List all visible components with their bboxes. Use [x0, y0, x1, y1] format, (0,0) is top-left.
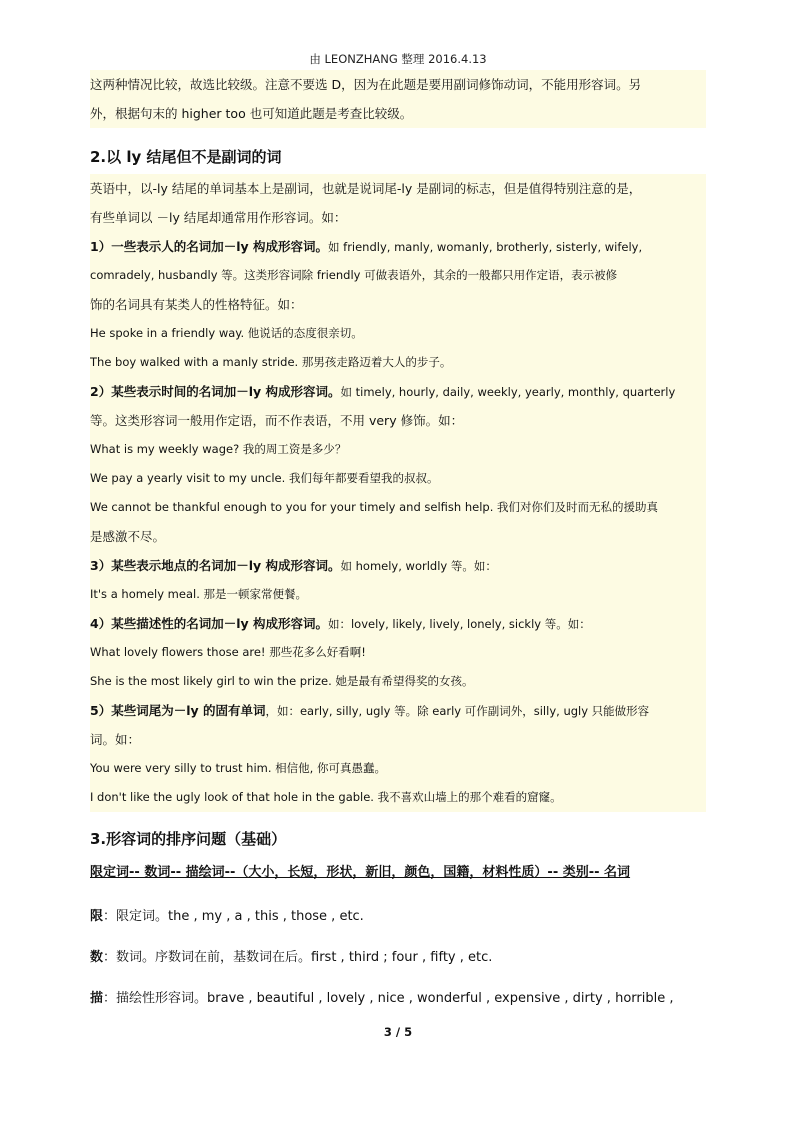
intro-line: 外，根据句末的 higher too 也可知道此题是考查比较级。 [90, 99, 706, 128]
section-3-title: 3.形容词的排序问题（基础） [90, 830, 287, 848]
item-text: 如：lovely, likely, lively, lonely, sickly 等。如： [327, 617, 591, 631]
example-sentence: We cannot be thankful enough to you for your timely and selfish help. 我们对你们及时而无私的援助真 [90, 493, 706, 522]
paragraph-line: 英语中，以-ly 结尾的单词基本上是副词，也就是说词尾-ly 是副词的标志，但是值得特别注意的是， [90, 174, 706, 203]
paragraph-line: 有些单词以 －ly 结尾却通常用作形容词。如： [90, 203, 706, 232]
item-label: 5）某些词尾为－ly 的固有单词 [90, 703, 266, 718]
order-label: 限 [90, 909, 104, 924]
order-item-limit [90, 896, 706, 937]
section-2-title: 2.以 ly 结尾但不是副词的词 [90, 148, 282, 166]
item-label: 3）某些表示地点的名词加－ly 构成形容词。 [90, 558, 341, 573]
example-sentence: 是感激不尽。 [90, 522, 706, 551]
order-label: 描 [90, 991, 104, 1006]
list-item-2 [90, 377, 706, 406]
item-label: 2）某些表示时间的名词加－ly 构成形容词。 [90, 384, 341, 399]
example-sentence: You were very silly to trust him. 相信他, 你可真愚蠢。 [90, 754, 706, 783]
item-text: ，如：early, silly, ugly 等。除 early 可作副词外，silly, ugly 只能做形容 [265, 704, 650, 718]
intro-line: 这两种情况比较，故选比较级。注意不要选 D，因为在此题是要用副词修饰动词，不能用形容词。另 [90, 70, 706, 99]
item-text: 如 timely, hourly, daily, weekly, yearly, monthly, quarterly [340, 385, 676, 399]
example-sentence: She is the most likely girl to win the prize. 她是最有希望得奖的女孩。 [90, 667, 706, 696]
item-label: 1）一些表示人的名词加－ly 构成形容词。 [90, 239, 328, 254]
paragraph-line: 词。如： [90, 725, 706, 754]
page-content [90, 70, 706, 1019]
list-item-1 [90, 232, 706, 261]
order-label: 数 [90, 950, 104, 965]
order-text: ：数词。序数词在前，基数词在后。first , third ; four , fifty , etc. [103, 950, 493, 965]
example-sentence: I don't like the ugly look of that hole in the gable. 我不喜欢山墙上的那个难看的窟窿。 [90, 783, 706, 812]
order-text: ：限定词。the , my , a , this , those , etc. [103, 909, 364, 924]
example-sentence: The boy walked with a manly stride. 那男孩走路迈着大人的步子。 [90, 348, 706, 377]
example-sentence: It's a homely meal. 那是一顿家常便餐。 [90, 580, 706, 609]
paragraph-line: 等。这类形容词一般用作定语，而不作表语，不用 very 修饰。如： [90, 406, 706, 435]
order-text: ：描绘性形容词。brave , beautiful , lovely , nice , wonderful , expensive , dirty , horrible , [103, 991, 674, 1006]
paragraph-line: comradely, husbandly 等。这类形容词除 friendly 可做表语外，其余的一般都只用作定语，表示被修 [90, 261, 706, 290]
order-item-number [90, 937, 706, 978]
item-label: 4）某些描述性的名词加－ly 构成形容词。 [90, 616, 328, 631]
list-item-3 [90, 551, 706, 580]
item-text: 如 friendly, manly, womanly, brotherly, sisterly, wifely, [327, 240, 643, 254]
list-item-5 [90, 696, 706, 725]
order-rule: 限定词-- 数词-- 描绘词--（大小，长短，形状，新旧，颜色，国籍，材料性质）-- 类别-- 名词 [90, 865, 631, 880]
order-item-describe [90, 978, 706, 1019]
page-number: 3 / 5 [383, 1025, 413, 1039]
example-sentence: He spoke in a friendly way. 他说话的态度很亲切。 [90, 319, 706, 348]
list-item-4 [90, 609, 706, 638]
example-sentence: We pay a yearly visit to my uncle. 我们每年都要看望我的叔叔。 [90, 464, 706, 493]
paragraph-line: 饰的名词具有某类人的性格特征。如： [90, 290, 706, 319]
item-text: 如 homely, worldly 等。如： [340, 559, 497, 573]
example-sentence: What lovely flowers those are! 那些花多么好看啊! [90, 638, 706, 667]
page-header: 由 LEONZHANG 整理 2016.4.13 [309, 52, 487, 66]
example-sentence: What is my weekly wage? 我的周工资是多少？ [90, 435, 706, 464]
